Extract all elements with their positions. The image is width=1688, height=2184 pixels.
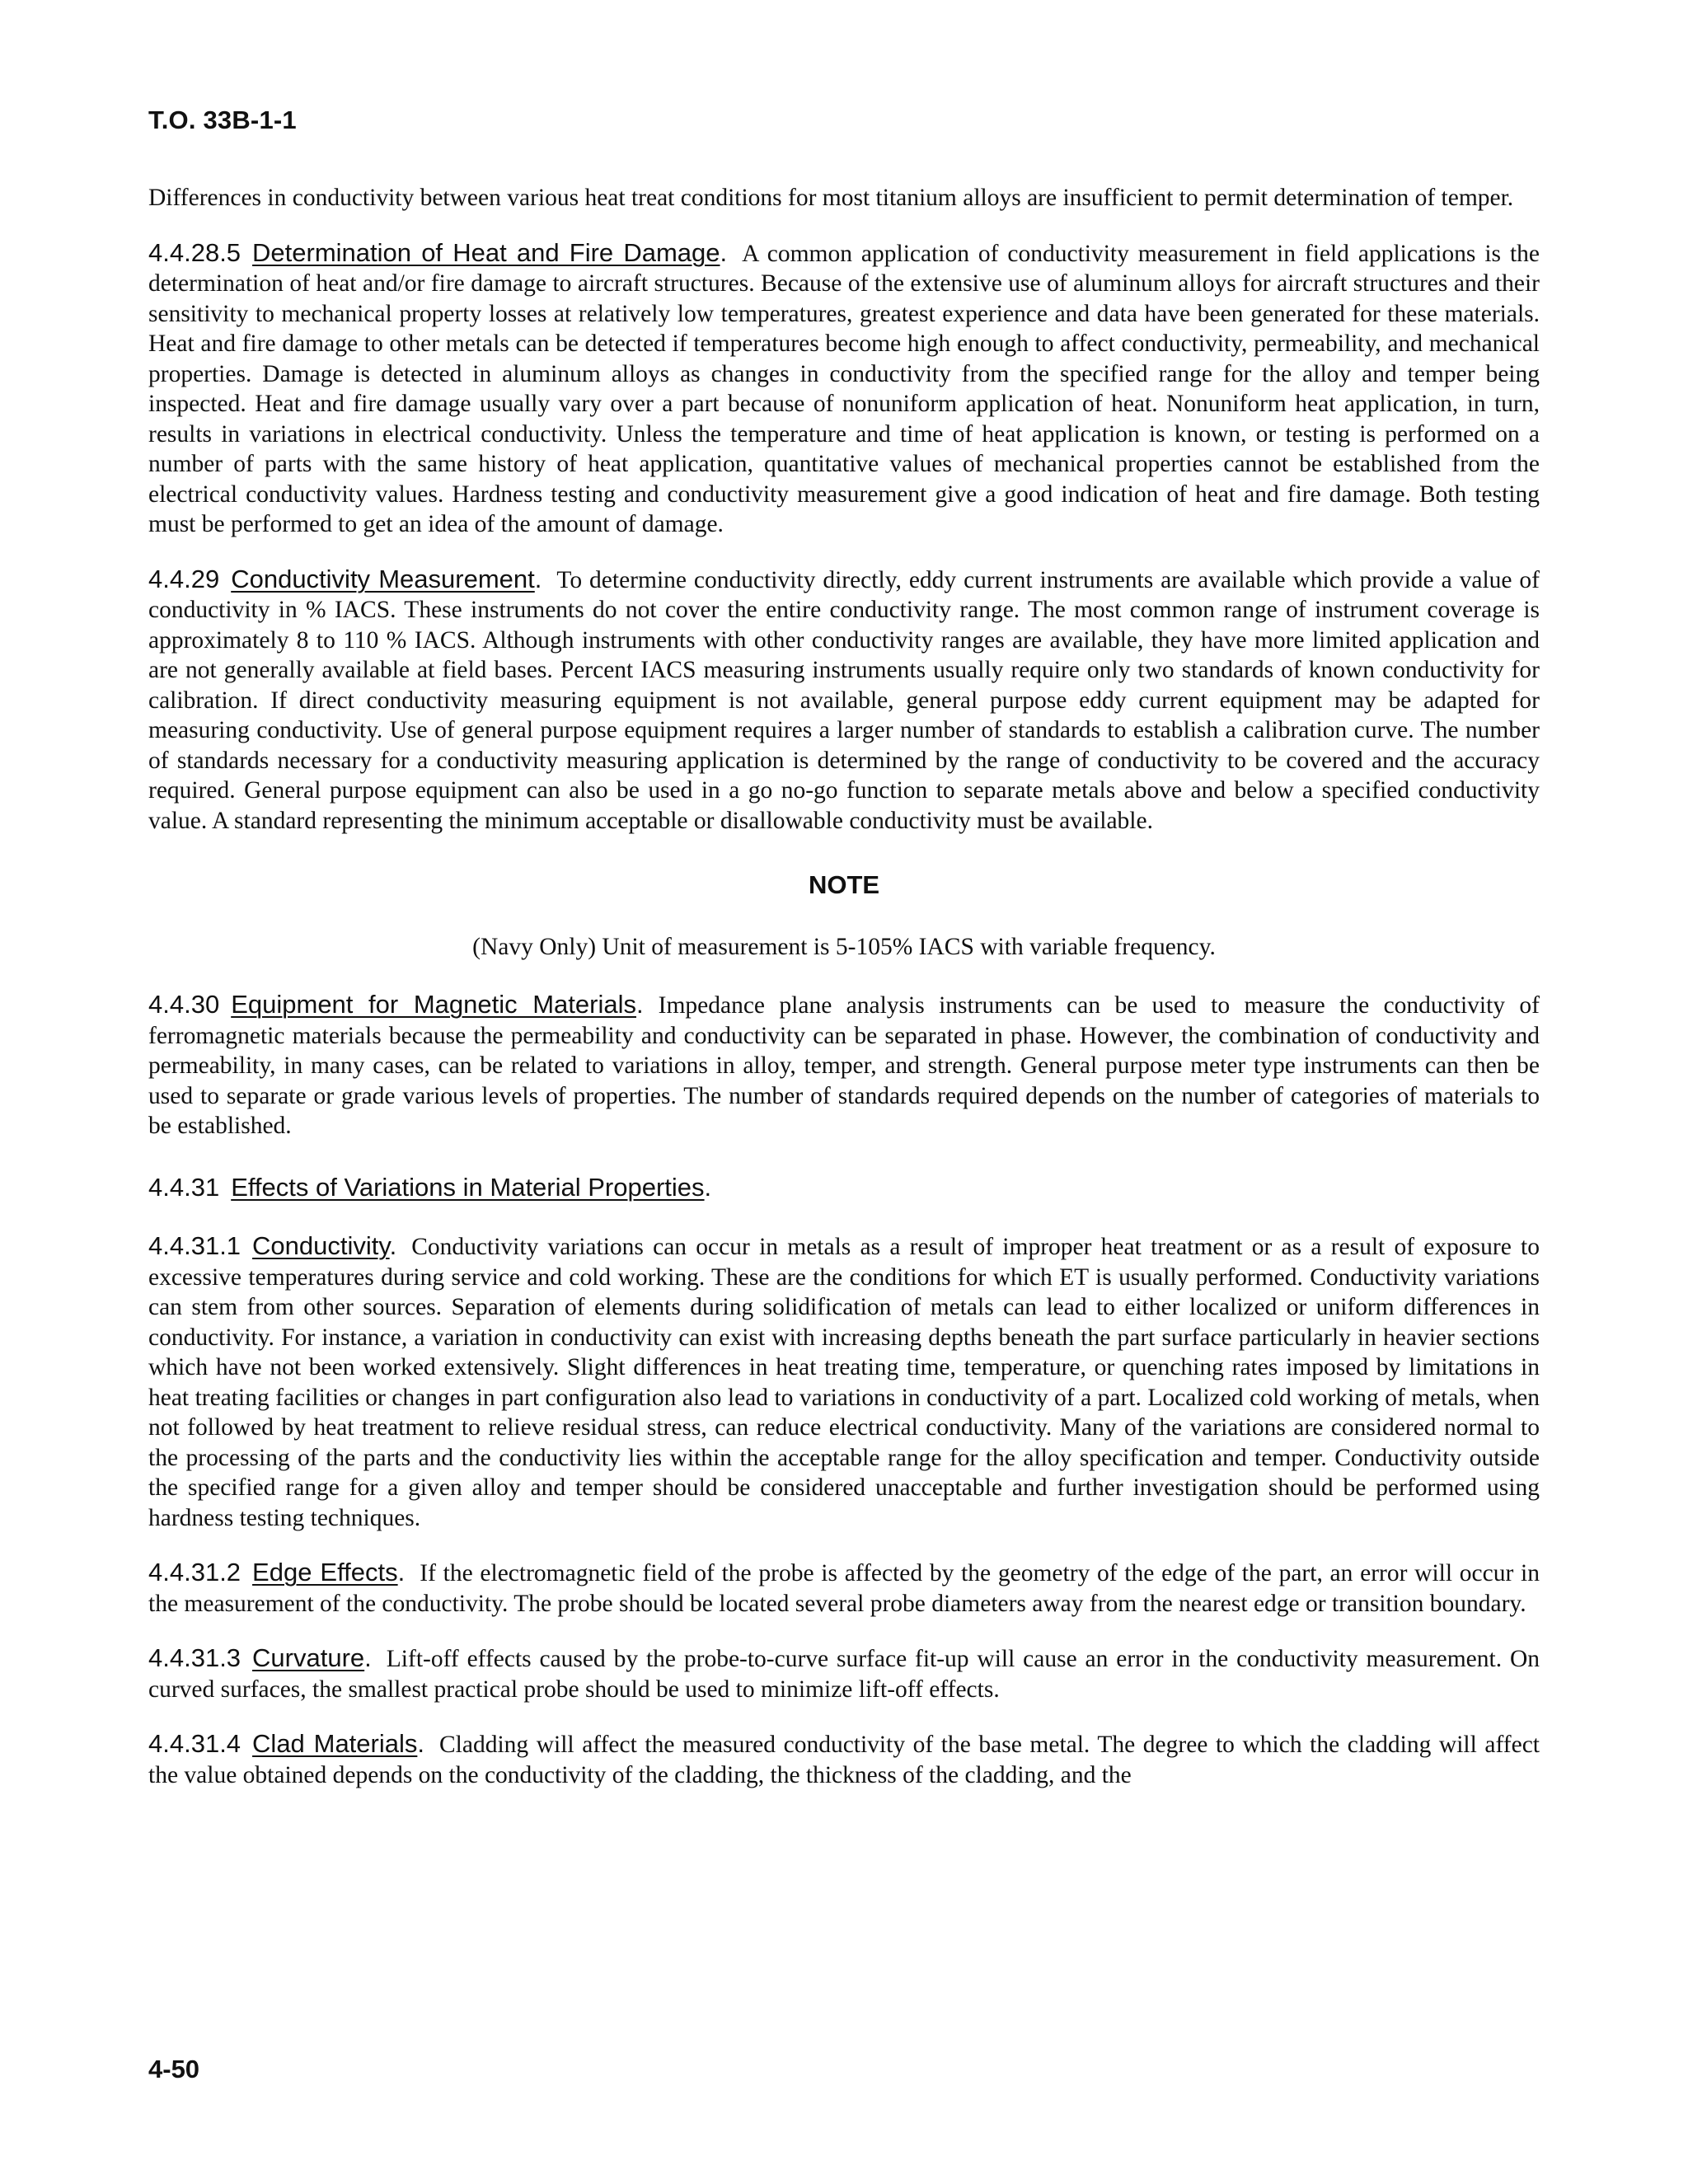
page-body bbox=[148, 183, 1540, 1815]
section-4-4-31 bbox=[148, 1173, 1540, 1204]
note-text: (Navy Only) Unit of measurement is 5-105% IACS with variable frequency. bbox=[472, 933, 1216, 960]
section-heading: Curvature bbox=[252, 1643, 365, 1672]
section-number: 4.4.31.1 bbox=[148, 1231, 241, 1260]
section-4-4-31-2 bbox=[148, 1558, 1540, 1619]
section-text: Conductivity variations can occur in metals as a result of improper heat treatment or as a result of exposure to excessive temperatures during service and cold working. These are the conditions for which ET is usually performed. Conductivity variations can stem from other sources. Separation of elements during solidification of metals can lead to either localized or uniform differences in conductivity. For instance, a variation in conductivity can exist with increasing depths beneath the part surface particularly in heavier sections which have not been worked extensively. Slight differences in heat treating time, temperature, or quenching rates imposed by limitations in heat treating facilities or changes in part configuration also lead to variations in conductivity of a part. Localized cold working of metals, when not followed by heat treatment to relieve residual stress, can reduce electrical conductivity. Many of the variations are considered normal to the processing of the parts and the conductivity lies within the acceptable range for the alloy specification and temper. Conductivity outside the specified range for a given alloy and temper should be considered unacceptable and further investigation should be performed using hardness testing techniques. bbox=[148, 1234, 1540, 1531]
heading-period: . bbox=[397, 1558, 406, 1586]
heading-period: . bbox=[364, 1643, 372, 1672]
heading-period: . bbox=[704, 1172, 712, 1202]
section-4-4-29 bbox=[148, 565, 1540, 837]
section-heading: Conductivity bbox=[252, 1231, 390, 1260]
section-text: If the electromagnetic field of the probe is affected by the geometry of the edge of the part, an error will occur in the measurement of the conductivity. The probe should be located several probe diameters away from the nearest edge or transition boundary. bbox=[148, 1560, 1540, 1617]
section-text: Cladding will affect the measured conductivity of the base metal. The degree to which the cladding will affect the value obtained depends on the conductivity of the cladding, the thickness of the cladding, and the bbox=[148, 1732, 1540, 1788]
section-number: 4.4.31.3 bbox=[148, 1643, 241, 1672]
section-heading: Conductivity Measurement bbox=[231, 564, 535, 593]
section-4-4-31-4 bbox=[148, 1729, 1540, 1790]
section-number: 4.4.29 bbox=[148, 564, 220, 593]
heading-period: . bbox=[417, 1729, 424, 1758]
section-heading: Clad Materials bbox=[252, 1729, 418, 1758]
section-number: 4.4.30 bbox=[148, 990, 220, 1019]
heading-period: . bbox=[389, 1231, 397, 1260]
section-heading: Equipment for Magnetic Materials bbox=[231, 990, 636, 1019]
section-4-4-30 bbox=[148, 990, 1540, 1141]
heading-period: . bbox=[534, 564, 542, 593]
section-text: To determine conductivity directly, eddy current instruments are available which provide a value of conductivity in % IACS. These instruments do not cover the entire conductivity range. The most common range of instrument coverage is approximately 8 to 110 % IACS. Although instruments with other conductivity ranges are available, they have more limited application and are not generally available at field bases. Percent IACS measuring instruments usually require only two standards of known conductivity for calibration. If direct conductivity measuring equipment is not available, general purpose eddy current equipment may be adapted for measuring conductivity. Use of general purpose equipment requires a larger number of standards to establish a calibration curve. The number of standards necessary for a conductivity measuring application is determined by the range of conductivity to be covered and the accuracy required. General purpose equipment can also be used in a go no-go function to separate metals above and below a specified conductivity value. A standard representing the minimum acceptable or disallowable conductivity must be available. bbox=[148, 566, 1540, 834]
section-4-4-31-3 bbox=[148, 1643, 1540, 1704]
section-text: Lift-off effects caused by the probe-to-curve surface fit-up will cause an error in the conductivity measurement. On curved surfaces, the smallest practical probe should be used to minimize lift-off effects. bbox=[148, 1646, 1540, 1703]
section-text: Impedance plane analysis instruments can be used to measure the conductivity of ferromagnetic materials because the permeability and conductivity can be separated in phase. However, the combination of conductivity and permeability, in many cases, can be related to variations in alloy, temper, and strength. General purpose meter type instruments can then be used to separate or grade various levels of properties. The number of standards required depends on the number of categories of materials to be established. bbox=[148, 992, 1540, 1139]
page-number: 4-50 bbox=[148, 2055, 200, 2083]
document-id-header: T.O. 33B-1-1 bbox=[148, 105, 297, 134]
intro-paragraph: Differences in conductivity between various heat treat conditions for most titanium alloys are insufficient to permit determination of temper. bbox=[148, 185, 1514, 211]
note-title: NOTE bbox=[808, 870, 880, 899]
section-number: 4.4.31 bbox=[148, 1172, 220, 1202]
section-number: 4.4.31.2 bbox=[148, 1558, 241, 1586]
section-4-4-31-1 bbox=[148, 1231, 1540, 1533]
section-number: 4.4.31.4 bbox=[148, 1729, 241, 1758]
section-text: A common application of conductivity measurement in field applications is the determination of heat and/or fire damage to aircraft structures. Because of the extensive use of aluminum alloys for aircraft structures and their sensitivity to mechanical property losses at relatively low temperatures, greatest experience and data have been generated for these materials. Heat and fire damage to other metals can be detected if temperatures become high enough to affect conductivity, permeability, and mechanical properties. Damage is detected in aluminum alloys as changes in conductivity from the specified range for the alloy and temper being inspected. Heat and fire damage usually vary over a part because of nonuniform application of heat. Nonuniform heat application, in turn, results in variations in electrical conductivity. Unless the temperature and time of heat application is known, or testing is performed on a number of parts with the same history of heat application, quantitative values of mechanical properties cannot be established from the electrical conductivity values. Hardness testing and conductivity measurement give a good indication of heat and fire damage. Both testing must be performed to get an idea of the amount of damage. bbox=[148, 240, 1540, 537]
section-heading: Effects of Variations in Material Properties bbox=[231, 1172, 705, 1202]
section-heading: Edge Effects bbox=[252, 1558, 398, 1586]
section-4-4-28-5 bbox=[148, 238, 1540, 540]
section-heading: Determination of Heat and Fire Damage bbox=[252, 237, 720, 267]
heading-period: . bbox=[636, 990, 644, 1019]
section-number: 4.4.28.5 bbox=[148, 237, 241, 267]
heading-period: . bbox=[720, 237, 728, 267]
